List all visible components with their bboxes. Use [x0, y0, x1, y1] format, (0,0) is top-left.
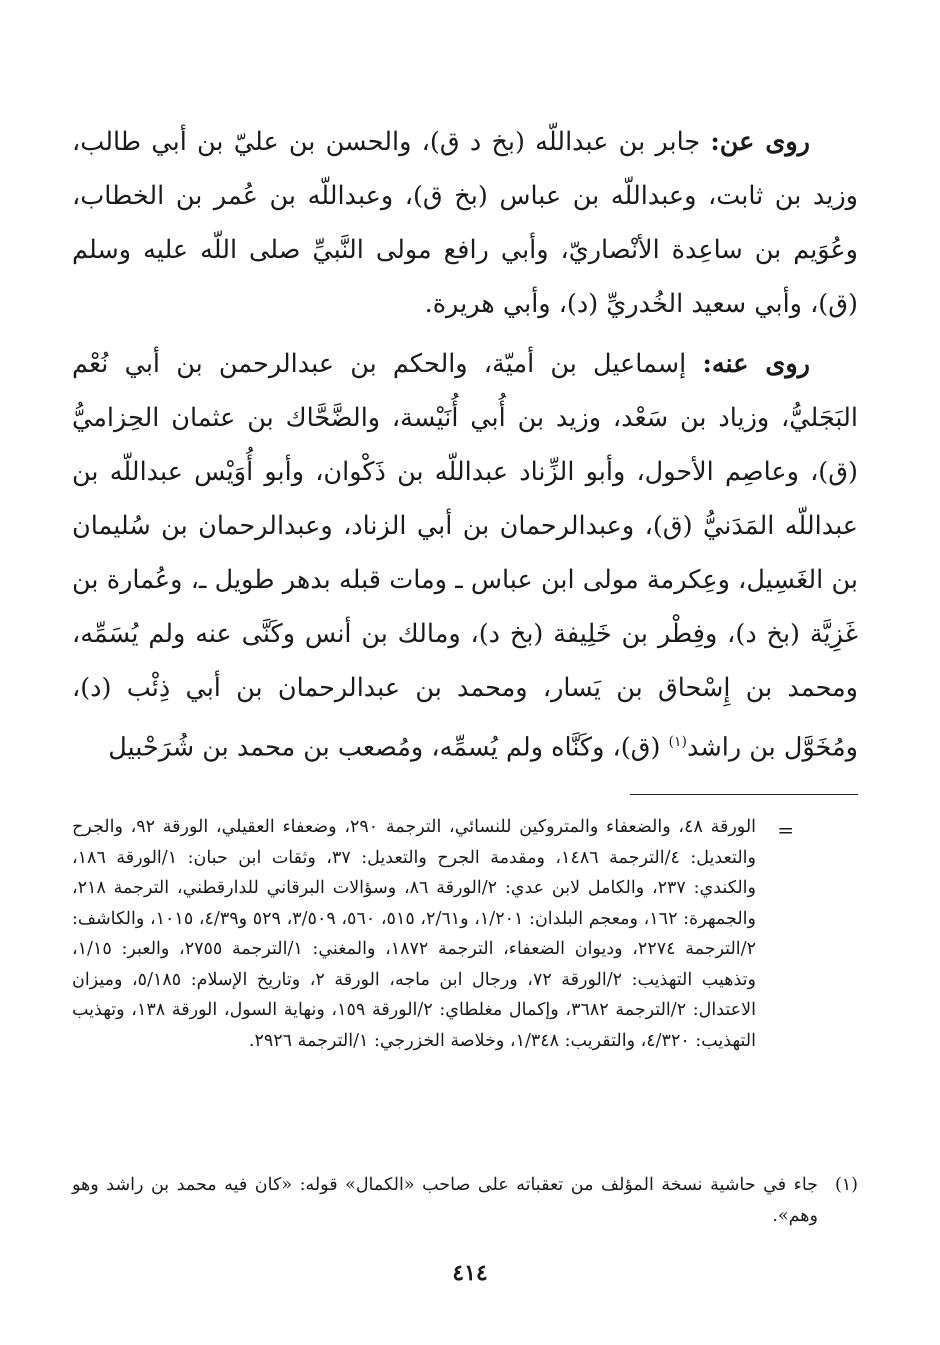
- narrated-by-tail: (ق)، وكَنَّاه ولم يُسمِّه، ومُصعب بن محمد بن شُرَحْبيل: [108, 732, 669, 763]
- footnote-continuation-text: الورقة ٤٨، والضعفاء والمتروكين للنسائي، الترجمة ٢٩٠، وضعفاء العقيلي، الورقة ٩٢، والجرح والتعديل: ٤/الترجمة ١٤٨٦، ومقدمة الجرح والتعديل: ٣٧، وثقات ابن حبان: ١/الورقة ١٨٦، والكندي: ٢٣٧، والكامل لابن عدي: ٢/الورقة ٨٦، وسؤالات البرقاني للدارقطني، الترجمة ٢١٨، والجمهرة: ١٦٢، ومعجم البلدان: ١/٢٠١، و٢/٦١، ٥١٥، ٥٦٠، ٣/٥٠٩، ٥٢٩ و٤/٣٩، ١٠١٥، والكاشف: ٢/الترجمة ٢٢٧٤، وديوان الضعفاء، الترجمة ١٨٧٢، والمغني: ١/الترجمة ٢٧٥٥، والعبر: ١/١٥، وتذهيب التهذيب: ٢/الورقة ٧٢، ورجال ابن ماجه، الورقة ٢، وتاريخ الإسلام: ٥/١٨٥، وميزان الاعتدال: ٢/الترجمة ٣٦٨٢، وإكمال مغلطاي: ٢/الورقة ١٥٩، ونهاية السول، الورقة ١٣٨، وتهذيب التهذيب: ٤/٣٢٠، والتقريب: ١/٣٤٨، وخلاصة الخزرجي: ١/الترجمة ٢٩٢٦.: [72, 817, 757, 1051]
- narrated-from-text: جابر بن عبداللّه (بخ د ق)، والحسن بن عليّ بن أبي طالب، وزيد بن ثابت، وعبداللّه بن عباس (بخ ق)، وعبداللّه بن عُمر بن الخطاب، وعُوَيم بن ساعِدة الأنْصاريّ، وأبي رافع مولى النَّبيِّ صلى اللّه عليه وسلم (ق)، وأبي سعيد الخُدريِّ (د)، وأبي هريرة.: [72, 127, 858, 319]
- main-text: [72, 115, 858, 781]
- narrated-by-paragraph: [72, 337, 858, 775]
- narrated-by-label: روى عنه:: [702, 349, 810, 379]
- footnote-ref: (١): [668, 734, 687, 750]
- footnote-1-number: (١): [834, 1175, 858, 1195]
- footnote-separator: [630, 794, 858, 795]
- footnote-1: [72, 1170, 858, 1231]
- narrated-by-text: إسماعيل بن أميّة، والحكم بن عبدالرحمن بن أبي نُعْم البَجَليُّ، وزياد بن سَعْد، وزيد بن أُبي أُنَيْسة، والضَّحَّاك بن عثمان الحِزاميُّ (ق)، وعاصِم الأحول، وأبو الزِّناد عبداللّه بن ذَكْوان، وأبو أُوَيْس عبداللّه بن عبداللّه المَدَنيُّ (ق)، وعبدالرحمان بن أبي الزناد، وعبدالرحمان بن سُليمان بن الغَسِيل، وعِكرمة مولى ابن عباس ـ ومات قبله بدهر طويل ـ، وعُمارة بن غَزِيَّة (بخ د)، وفِطْر بن خَلِيفة (بخ د)، ومالك بن أنس وكَنَّى عنه ولم يُسَمِّه، ومحمد بن إِسْحاق بن يَسار، ومحمد بن عبدالرحمان بن أبي ذِئْب (د)، ومُخَوَّل بن راشد: [72, 349, 858, 763]
- page-number: ٤١٤: [452, 1260, 488, 1286]
- narrated-from-label: روى عن:: [710, 127, 810, 157]
- footnote-1-text: جاء في حاشية نسخة المؤلف من تعقباته على صاحب «الكمال» قوله: «كان فيه محمد بن راشد وهو وهم».: [72, 1175, 818, 1226]
- narrated-from-paragraph: [72, 115, 858, 331]
- footnotes-continuation: [72, 812, 756, 1056]
- continuation-mark: =: [777, 818, 794, 842]
